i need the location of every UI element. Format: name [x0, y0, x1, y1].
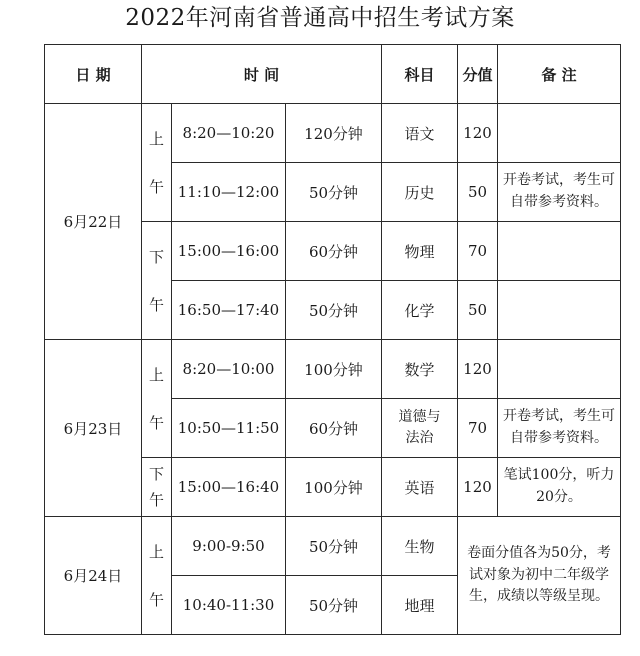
score: 50	[458, 163, 498, 222]
duration: 50分钟	[286, 576, 382, 635]
duration: 50分钟	[286, 163, 382, 222]
note-empty	[498, 222, 621, 281]
time-range: 9:00-9:50	[172, 517, 286, 576]
time-range: 10:50—11:50	[172, 399, 286, 458]
duration: 120分钟	[286, 104, 382, 163]
half-day-cell: 上午	[142, 104, 172, 222]
time-range: 15:00—16:40	[172, 458, 286, 517]
date-cell: 6月24日	[45, 517, 142, 635]
half-day-cell: 下午	[142, 458, 172, 517]
time-range: 8:20—10:00	[172, 340, 286, 399]
score: 70	[458, 399, 498, 458]
duration: 60分钟	[286, 222, 382, 281]
exam-schedule-table	[44, 44, 621, 635]
duration: 50分钟	[286, 281, 382, 340]
date-cell: 6月23日	[45, 340, 142, 517]
table-row	[45, 340, 621, 399]
note-cell: 卷面分值各为50分，考试对象为初中二年级学生，成绩以等级呈现。	[458, 517, 621, 635]
time-range: 10:40-11:30	[172, 576, 286, 635]
header-subject: 科目	[382, 45, 458, 104]
page-title: 2022年河南省普通高中招生考试方案	[125, 5, 515, 31]
subject: 生物	[382, 517, 458, 576]
subject: 化学	[382, 281, 458, 340]
header-score: 分值	[458, 45, 498, 104]
note-empty	[498, 281, 621, 340]
subject: 道德与法治	[382, 399, 458, 458]
subject: 历史	[382, 163, 458, 222]
subject: 语文	[382, 104, 458, 163]
time-range: 11:10—12:00	[172, 163, 286, 222]
date-cell: 6月22日	[45, 104, 142, 340]
duration: 100分钟	[286, 458, 382, 517]
duration: 100分钟	[286, 340, 382, 399]
subject: 英语	[382, 458, 458, 517]
note-cell: 笔试100分，听力20分。	[498, 458, 621, 517]
table-row	[45, 517, 621, 576]
time-range: 15:00—16:00	[172, 222, 286, 281]
half-day-cell: 上午	[142, 517, 172, 635]
time-range: 8:20—10:20	[172, 104, 286, 163]
note-empty	[498, 340, 621, 399]
subject: 物理	[382, 222, 458, 281]
half-day-cell: 下午	[142, 222, 172, 340]
table-row	[45, 104, 621, 163]
score: 50	[458, 281, 498, 340]
note-cell: 开卷考试，考生可自带参考资料。	[498, 399, 621, 458]
note-cell: 开卷考试，考生可自带参考资料。	[498, 163, 621, 222]
note-empty	[498, 104, 621, 163]
time-range: 16:50—17:40	[172, 281, 286, 340]
half-day-cell: 上午	[142, 340, 172, 458]
score: 120	[458, 458, 498, 517]
subject: 地理	[382, 576, 458, 635]
score: 120	[458, 104, 498, 163]
subject: 数学	[382, 340, 458, 399]
header-date: 日 期	[45, 45, 142, 104]
header-note: 备 注	[498, 45, 621, 104]
header-row	[45, 45, 621, 104]
duration: 50分钟	[286, 517, 382, 576]
score: 120	[458, 340, 498, 399]
score: 70	[458, 222, 498, 281]
duration: 60分钟	[286, 399, 382, 458]
header-time: 时 间	[142, 45, 382, 104]
